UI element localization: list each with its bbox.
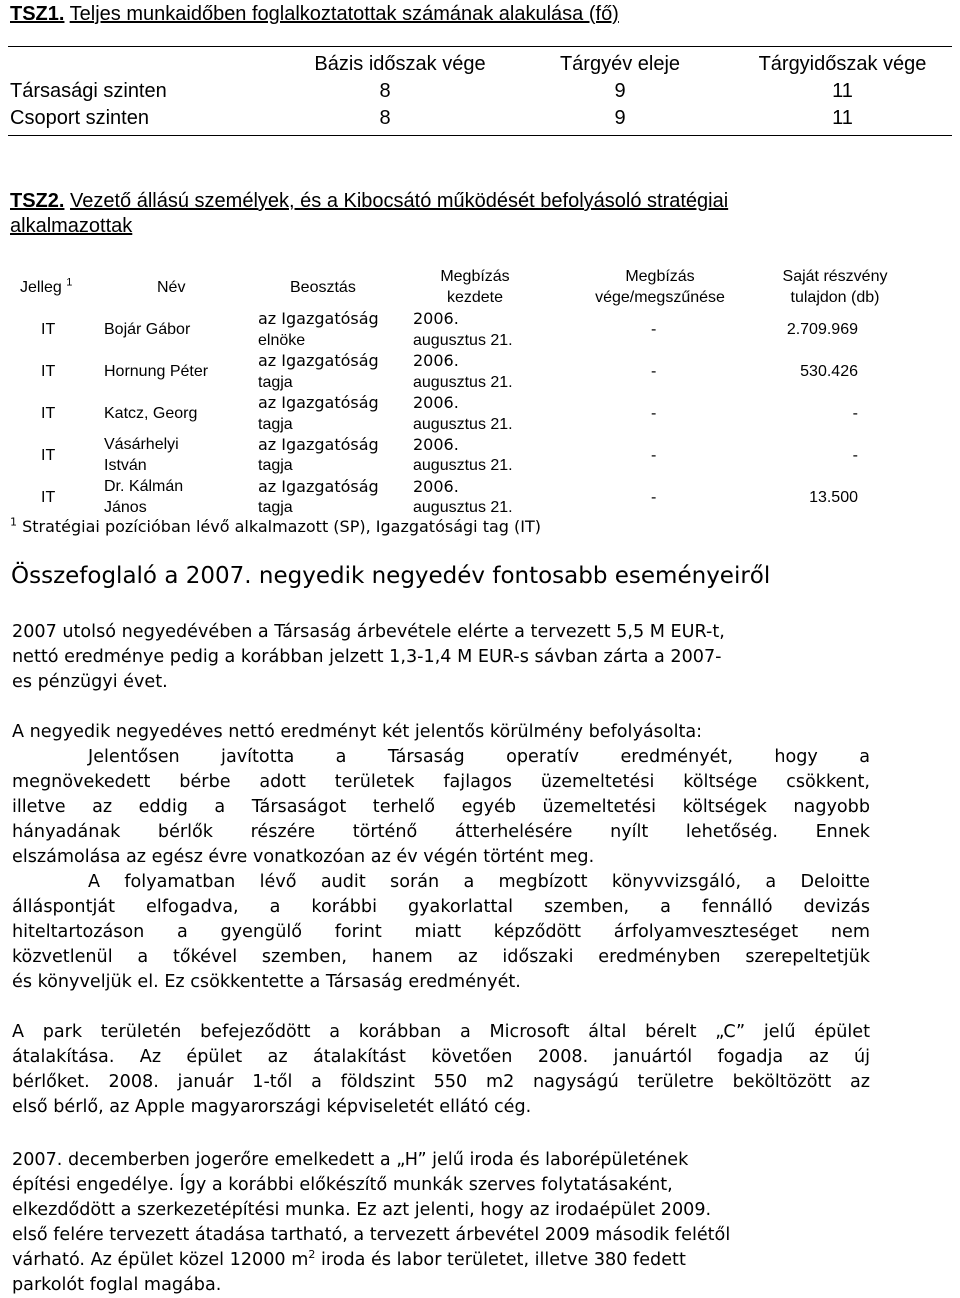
paragraph-line: Jelentősen javította a Társaság operatív eredményét, hogy a xyxy=(88,747,870,767)
tsz2-title-line1: Vezető állású személyek, és a Kibocsátó működését befolyásoló stratégiai xyxy=(70,190,729,212)
tsz2-header-jelleg xyxy=(20,277,72,298)
tsz2-cell-beosztas: elnöke xyxy=(258,332,306,349)
tsz2-cell-kezdete: augusztus 21. xyxy=(413,499,513,516)
tsz2-cell-sajat: - xyxy=(852,447,858,464)
tsz2-cell-kezdete: augusztus 21. xyxy=(413,332,513,349)
tsz2-cell-kezdete: 2006. xyxy=(413,435,459,454)
tsz1-cell: 9 xyxy=(614,107,626,129)
tsz2-footnote-text: Stratégiai pozícióban lévő alkalmazott (SP), Igazgatósági tag (IT) xyxy=(22,517,541,536)
tsz2-cell-nev: Hornung Péter xyxy=(104,363,209,380)
paragraph-line: megnövekedett bérbe adott területek fajlagos üzemeltetési költsége csökkent, xyxy=(12,772,870,792)
tsz2-header-jelleg-sup: 1 xyxy=(66,276,73,289)
tsz1-row-label: Csoport szinten xyxy=(10,107,149,129)
paragraph-line: 2007. decemberben jogerőre emelkedett a „H” jelű iroda és laborépületének xyxy=(12,1150,689,1170)
tsz2-cell-beosztas: tagja xyxy=(258,416,293,433)
tsz2-header-beosztas: Beosztás xyxy=(290,279,356,296)
tsz2-cell-nev: Dr. Kálmán xyxy=(104,478,184,495)
tsz1-title: Teljes munkaidőben foglalkoztatottak számának alakulása (fő) xyxy=(69,3,619,25)
tsz2-cell-vege: - xyxy=(651,489,657,506)
tsz1-header-vege: Tárgyidőszak vége xyxy=(758,53,927,75)
tsz2-header-sajat-2: tulajdon (db) xyxy=(790,289,880,306)
tsz2-cell-kezdete: augusztus 21. xyxy=(413,374,513,391)
paragraph-line: bérlőket. 2008. január 1-től a földszint 550 m2 nagyságú területre beköltözött az xyxy=(12,1072,870,1092)
tsz1-header-bazis: Bázis időszak vége xyxy=(314,53,486,75)
tsz2-cell-beosztas: tagja xyxy=(258,457,293,474)
tsz2-header-kezdete-1: Megbízás xyxy=(440,268,510,285)
paragraph-line: A folyamatban lévő audit során a megbízott könyvvizsgáló, a Deloitte xyxy=(88,872,870,892)
tsz2-label: TSZ2. xyxy=(10,190,65,212)
paragraph-line: es pénzügyi évet. xyxy=(12,672,168,692)
paragraph-line: A negyedik negyedéves nettó eredményt két jelentős körülmény befolyásolta: xyxy=(12,722,703,742)
tsz2-title-line2: alkalmazottak xyxy=(10,215,133,237)
tsz1-cell: 11 xyxy=(832,107,853,129)
paragraph-line: illetve az eddig a Társaságot terhelő egyéb üzemeltetési költségek nagyobb xyxy=(12,797,870,817)
paragraph-line: 2007 utolsó negyedévében a Társaság árbevétele elérte a tervezett 5,5 M EUR-t, xyxy=(12,622,725,642)
paragraph-line: átalakítása. Az épület az átalakítást követően 2008. januártól fogadja az új xyxy=(12,1047,870,1067)
tsz2-cell-beosztas: tagja xyxy=(258,499,293,516)
paragraph-line: A park területén befejeződött a korábban a Microsoft által bérelt „C” jelű épület xyxy=(12,1022,870,1042)
tsz2-heading-line2 xyxy=(10,214,132,238)
tsz2-header-nev: Név xyxy=(157,279,186,296)
paragraph-line: első felére tervezett átadása tartható, a tervezett árbevétel 2009 második felétől xyxy=(12,1225,731,1245)
tsz2-header-vege-1: Megbízás xyxy=(625,268,695,285)
tsz2-heading xyxy=(10,189,728,213)
paragraph-line: nettó eredménye pedig a korábban jelzett 1,3-1,4 M EUR-s sávban zárta a 2007- xyxy=(12,647,722,667)
tsz2-header-jelleg-text: Jelleg xyxy=(20,279,62,296)
tsz1-cell: 9 xyxy=(614,80,626,102)
tsz2-cell-sajat: - xyxy=(852,405,858,422)
tsz2-cell-vege: - xyxy=(651,363,657,380)
tsz2-cell-nev: Bojár Gábor xyxy=(104,321,191,338)
tsz2-cell-sajat: 2.709.969 xyxy=(786,321,858,338)
paragraph-line-text: várható. Az épület közel 12000 m xyxy=(12,1250,309,1270)
tsz2-cell-nev: István xyxy=(104,457,147,474)
tsz2-cell-beosztas: az Igazgatóság xyxy=(258,435,379,454)
tsz2-cell-jelleg: IT xyxy=(41,405,56,422)
tsz1-cell: 8 xyxy=(379,80,391,102)
paragraph-line-text: iroda és labor területet, illetve 380 fedett xyxy=(315,1250,686,1270)
tsz2-cell-kezdete: 2006. xyxy=(413,351,459,370)
tsz2-cell-vege: - xyxy=(651,321,657,338)
tsz1-cell: 11 xyxy=(832,80,853,102)
tsz2-cell-beosztas: az Igazgatóság xyxy=(258,351,379,370)
tsz1-top-rule xyxy=(8,46,952,47)
tsz2-cell-vege: - xyxy=(651,405,657,422)
tsz1-cell: 8 xyxy=(379,107,391,129)
tsz2-cell-jelleg: IT xyxy=(41,447,56,464)
paragraph-line xyxy=(12,1248,870,1273)
tsz1-heading xyxy=(10,2,619,26)
paragraph-line: parkolót foglal magába. xyxy=(12,1275,222,1295)
paragraph-line: építési engedélye. Így a korábbi előkészítő munkák szerves folytatásaként, xyxy=(12,1175,673,1195)
paragraph-line: és könyveljük el. Ez csökkentette a Társaság eredményét. xyxy=(12,972,521,992)
paragraph-line: álláspontját elfogadva, a korábbi gyakorlattal szemben, a fennálló devizás xyxy=(12,897,870,917)
tsz1-row-label: Társasági szinten xyxy=(10,80,167,102)
tsz2-cell-kezdete: 2006. xyxy=(413,393,459,412)
paragraph-line: hányadának bérlők részére történő átterhelésére nyílt lehetőség. Ennek xyxy=(12,822,870,842)
tsz2-cell-nev: Katcz, Georg xyxy=(104,405,198,422)
tsz2-header-kezdete-2: kezdete xyxy=(446,289,504,306)
tsz2-footnote xyxy=(10,516,541,538)
paragraph-line: közvetlenül a tőkével szemben, hanem az időszaki eredményben szerepeltetjük xyxy=(12,947,870,967)
tsz2-cell-beosztas: az Igazgatóság xyxy=(258,393,379,412)
paragraph-line: elkezdődött a szerkezetépítési munka. Ez azt jelenti, hogy az irodaépület 2009. xyxy=(12,1200,712,1220)
tsz1-header-eleje: Tárgyév eleje xyxy=(559,53,681,75)
tsz2-cell-nev: János xyxy=(104,499,147,516)
tsz2-cell-jelleg: IT xyxy=(41,489,56,506)
tsz2-cell-beosztas: tagja xyxy=(258,374,293,391)
tsz2-cell-nev: Vásárhelyi xyxy=(104,436,179,453)
paragraph-line: első bérlő, az Apple magyarországi képviseletét ellátó cég. xyxy=(12,1097,532,1117)
tsz2-footnote-sup: 1 xyxy=(10,515,17,529)
tsz1-bottom-rule xyxy=(8,135,952,136)
tsz2-cell-sajat: 13.500 xyxy=(809,489,858,506)
tsz2-header-vege-2: vége/megszűnése xyxy=(595,289,725,306)
tsz1-label: TSZ1. xyxy=(10,3,65,25)
tsz2-cell-vege: - xyxy=(651,447,657,464)
tsz2-cell-kezdete: augusztus 21. xyxy=(413,416,513,433)
summary-title: Összefoglaló a 2007. negyedik negyedév fontosabb eseményeiről xyxy=(11,563,771,589)
tsz2-header-sajat-1: Saját részvény xyxy=(782,268,888,285)
tsz2-cell-beosztas: az Igazgatóság xyxy=(258,309,379,328)
paragraph-line: hiteltartozáson a gyengülő forint miatt képződött árfolyamveszteséget nem xyxy=(12,922,870,942)
superscript-2: 2 xyxy=(308,1248,316,1262)
tsz2-cell-kezdete: augusztus 21. xyxy=(413,457,513,474)
paragraph-line: elszámolása az egész évre vonatkozóan az év végén történt meg. xyxy=(12,847,595,867)
tsz2-cell-jelleg: IT xyxy=(41,321,56,338)
tsz2-cell-jelleg: IT xyxy=(41,363,56,380)
tsz2-cell-sajat: 530.426 xyxy=(800,363,858,380)
tsz2-cell-beosztas: az Igazgatóság xyxy=(258,477,379,496)
tsz2-cell-kezdete: 2006. xyxy=(413,477,459,496)
tsz2-cell-kezdete: 2006. xyxy=(413,309,459,328)
